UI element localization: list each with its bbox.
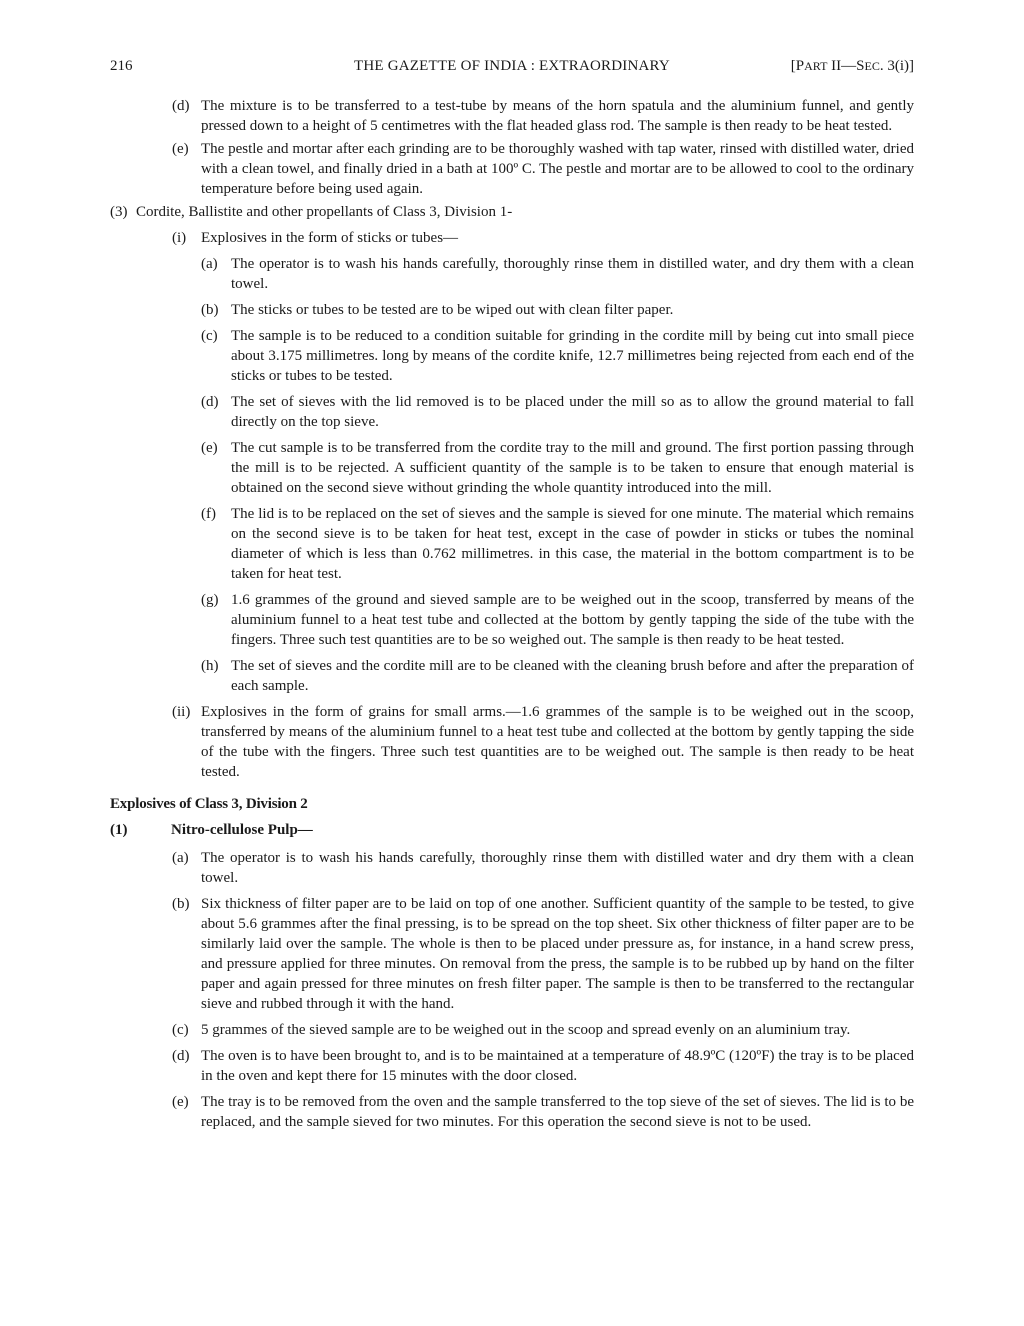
- item-label: (d): [201, 394, 219, 410]
- heading-text: Nitro-cellulose Pulp—: [171, 822, 313, 838]
- item-text: The sticks or tubes to be tested are to be wiped out with clean filter paper.: [231, 302, 674, 318]
- page-number: 216: [110, 58, 133, 74]
- section-3-heading: [110, 202, 914, 222]
- list-item: [110, 894, 914, 1014]
- para-label: (e): [172, 141, 189, 157]
- subsection-ii: [110, 702, 914, 782]
- page-header: [110, 58, 914, 82]
- item-text: The lid is to be replaced on the set of sieves and the sample is sieved for one minute. The material which remains on the second sieve is to be taken for heat test, except in the case of powder in sticks or tubes the nominal diameter of which is less than 0.762 millimetres. in this case, the material in the bottom compartment is to be taken for heat test.: [231, 506, 914, 582]
- list-item: [110, 1046, 914, 1086]
- item-label: (b): [201, 302, 219, 318]
- item-text: The operator is to wash his hands carefully, thoroughly rinse them in distilled water, and dry them with a clean towel.: [231, 256, 914, 292]
- item-text: 5 grammes of the sieved sample are to be weighed out in the scoop and spread evenly on an aluminium tray.: [201, 1022, 851, 1038]
- item-text: The cut sample is to be transferred from the cordite tray to the mill and ground. The first portion passing through the mill is to be rejected. A sufficient quantity of the sample is to be taken to ensure that enough material is obtained on the second sieve without grinding the whole quantity introduced into the mill.: [231, 440, 914, 496]
- item-text: The tray is to be removed from the oven and the sample transferred to the top sieve of the set of sieves. The lid is to be replaced, and the sample sieved for two minutes. For this operation the second sieve is not to be used.: [201, 1094, 914, 1130]
- para-text: The mixture is to be transferred to a test-tube by means of the horn spatula and the aluminium funnel, and gently pressed down to a height of 5 centimetres with the flat headed glass rod. The sample is then ready to be heat tested.: [201, 98, 914, 134]
- item-label: (e): [172, 1094, 189, 1110]
- subsection-i-heading: [110, 228, 914, 248]
- section-label: (3): [110, 204, 128, 220]
- item-label: (a): [172, 850, 189, 866]
- item-text: The set of sieves and the cordite mill are to be cleaned with the cleaning brush before and after the preparation of each sample.: [231, 658, 914, 694]
- subsection-text: Explosives in the form of grains for small arms.—1.6 grammes of the sample is to be weighed out in the scoop, transferred by means of the aluminium funnel to a heat test tube and collected at the bottom by gently tapping the side of the tube with the fingers. Three such test quantities are to be weighed out. The sample is then ready to be heat tested.: [201, 704, 914, 780]
- subsection-text: Explosives in the form of sticks or tubes—: [201, 230, 459, 246]
- list-item: [110, 504, 914, 584]
- item-text: 1.6 grammes of the ground and sieved sample are to be weighed out in the scoop, transferred by means of the aluminium funnel to a heat test tube and collected at the bottom by gently tapping the side of the tube with the fingers. Three such test quantities are to be so weighed out. The sample is then ready to be heat tested.: [231, 592, 914, 648]
- item-label: (b): [172, 896, 190, 912]
- subsection-label: (i): [172, 230, 187, 246]
- para-label: (d): [172, 98, 190, 114]
- list-item: [110, 656, 914, 696]
- item-label: (d): [172, 1048, 190, 1064]
- item-label: (a): [201, 256, 218, 272]
- item-text: The operator is to wash his hands carefully, thoroughly rinse them with distilled water and dry them with a clean towel.: [201, 850, 914, 886]
- section-text: Cordite, Ballistite and other propellants of Class 3, Division 1-: [136, 204, 513, 220]
- subsection-label: (ii): [172, 704, 191, 720]
- heading-label: (1): [110, 822, 128, 838]
- item-label: (g): [201, 592, 219, 608]
- list-item: [110, 1092, 914, 1132]
- item-label: (c): [172, 1022, 189, 1038]
- item-label: (e): [201, 440, 218, 456]
- item-text: The set of sieves with the lid removed is to be placed under the mill so as to allow the ground material to fall directly on the top sieve.: [231, 394, 914, 430]
- list-item: [110, 392, 914, 432]
- para-text: The pestle and mortar after each grinding are to be thoroughly washed with tap water, rinsed with distilled water, dried with a clean towel, and finally dried in a bath at 100º C. The pestle and mortar are to be allowed to cool to the ordinary temperature before being used again.: [201, 141, 914, 197]
- top-para-e: [110, 139, 914, 199]
- list-item: [110, 1020, 914, 1040]
- item-label: (c): [201, 328, 218, 344]
- gazette-title: THE GAZETTE OF INDIA : EXTRAORDINARY: [354, 58, 670, 74]
- item-text: The sample is to be reduced to a condition suitable for grinding in the cordite mill by being cut into small piece about 3.175 millimetres. long by means of the cordite knife, 12.7 millimetres being rejected from each end of the sticks or tubes to be tested.: [231, 328, 914, 384]
- list-item: [110, 326, 914, 386]
- list-item: [110, 848, 914, 888]
- part-section-label: [PART II—SEC. 3(i)]: [790, 58, 914, 74]
- list-item: [110, 590, 914, 650]
- list-item: [110, 438, 914, 498]
- list-item: [110, 254, 914, 294]
- division-2-heading: Explosives of Class 3, Division 2: [110, 796, 308, 812]
- item-text: The oven is to have been brought to, and is to be maintained at a temperature of 48.9ºC (120ºF) the tray is to be placed in the oven and kept there for 15 minutes with the door closed.: [201, 1048, 914, 1084]
- item-label: (f): [201, 506, 216, 522]
- page-body: [110, 96, 914, 1132]
- gazette-page: [110, 58, 914, 1138]
- top-para-d: [110, 96, 914, 136]
- item-text: Six thickness of filter paper are to be laid on top of one another. Sufficient quantity of the sample to be tested, to give about 5.6 grammes after the final pressing, is to be spread on the top sheet. Six other thickness of filter paper are to be similarly laid over the sample. The whole is then to be placed under pressure as, for instance, in a hand screw press, and pressure applied for three minutes. On removal from the press, the sample is to be rubbed up by hand on the filter paper and again pressed for three minutes on fresh filter paper. The sample is then to be transferred to the rectangular sieve and rubbed through it with the hand.: [201, 896, 914, 1012]
- item-label: (h): [201, 658, 219, 674]
- list-item: [110, 300, 914, 320]
- nitro-cellulose-heading: [110, 820, 914, 840]
